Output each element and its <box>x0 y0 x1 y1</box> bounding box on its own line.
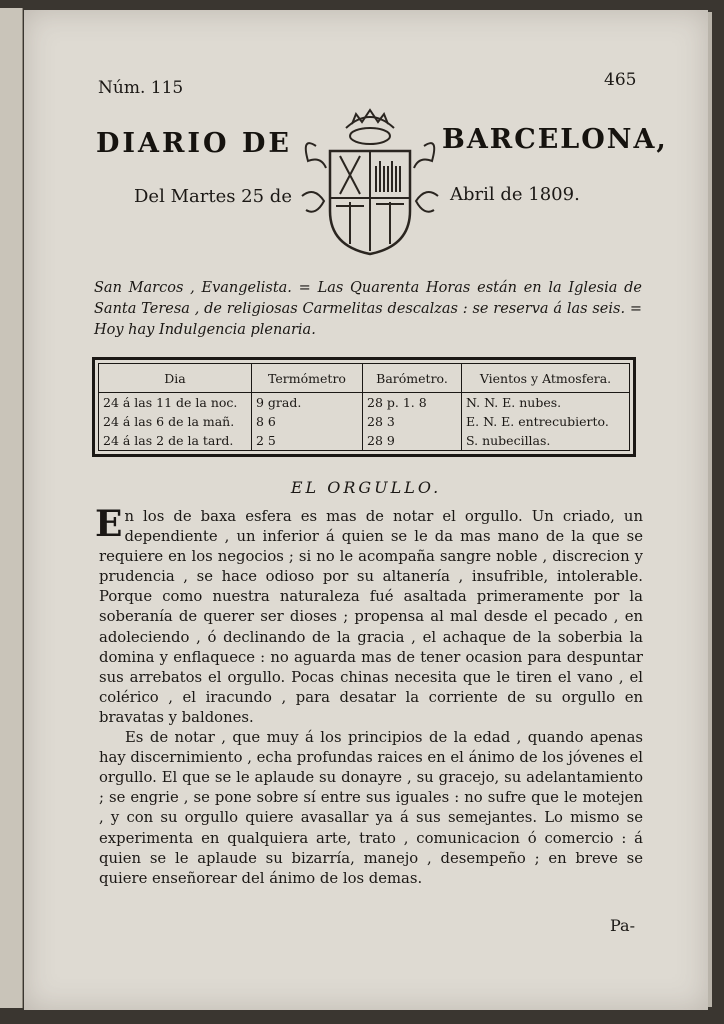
col-dia: Dia <box>99 364 252 393</box>
newspaper-page <box>24 10 708 1010</box>
coat-of-arms-icon <box>296 106 444 261</box>
table-cell: S. nubecillas. <box>466 433 551 448</box>
paragraph-1 <box>95 503 643 728</box>
table-cell: 9 grad. <box>252 393 363 413</box>
table-row <box>99 412 629 431</box>
table-cell: 24 á las 6 de la mañ. <box>99 412 252 431</box>
col-termometro: Termómetro <box>252 364 363 393</box>
table-cell: 24 á las 11 de la noc. <box>99 393 252 413</box>
table-header-row <box>99 364 629 393</box>
col-barometro: Barómetro. <box>363 364 462 393</box>
masthead-title-right: BARCELONA, <box>442 124 668 155</box>
table-row <box>99 393 629 413</box>
paragraph-2: Es de notar , que muy á los principios de la edad , quando apenas hay discernimiento , echa profundas raices en el ánimo de los jóvenes el orgullo. El que se le aplaude su donayre , su gracejo, su adelantamiento ; se engrie , se pone sobre sí entre sus iguales : no sufre que le motejen , y con su orgullo quiere avasallar ya á sus semejantes. Lo mismo se experimenta en qualquiera arte, trato , comunicacion ó comercio : á quien se le aplaude su bizarría, manejo , desempeño ; en breve se quiere enseñorear del ánimo de los demas. <box>99 729 643 887</box>
table-cell: 8 6 <box>252 412 363 431</box>
paragraph-1-text: n los de baxa esfera es mas de notar el orgullo. Un criado, un dependiente , un inferior á quien se le da mas mano de la que se requiere en los negocios ; si no le acompaña sangre noble , discrecion y prudencia , se hace odioso por su altanería , insufrible, intolerable. Porque como nuestra naturaleza fué asaltada primeramente por la soberanía de querer ser dioses ; propensa al mal desde el pecado , en adoleciendo , ó declinando de la gracia , el achaque de la soberbia la domina y enflaquece : no aguarda mas de tener ocasion para despuntar sus arrebatos el orgullo. Pocas chinas necesita que le tiren el vano , el colérico , el iracundo , para desatar la corriente de su orgullo en bravatas y baldones. <box>99 508 643 726</box>
weather-table-frame <box>92 357 636 457</box>
catchword: Pa- <box>610 916 635 935</box>
table-cell: 28 9 <box>363 431 462 450</box>
left-page-edge <box>0 8 23 1008</box>
table-row <box>99 431 629 450</box>
table-cell: N. N. E. nubes. <box>466 395 562 410</box>
table-cell: 2 5 <box>252 431 363 450</box>
table-cell: 28 p. 1. 8 <box>363 393 462 413</box>
section-title: EL ORGULLO. <box>290 478 442 497</box>
page-number: 465 <box>604 70 637 90</box>
article-body <box>95 503 643 889</box>
date-left: Del Martes 25 de <box>134 186 292 207</box>
col-vientos: Vientos y Atmosfera. <box>462 364 630 393</box>
weather-table <box>99 364 629 450</box>
issue-number: Núm. 115 <box>98 78 184 98</box>
table-cell: 28 3 <box>363 412 462 431</box>
table-cell: 24 á las 2 de la tard. <box>99 431 252 450</box>
drop-cap: E <box>95 503 123 545</box>
notice-text: San Marcos , Evangelista. = Las Quarenta Horas están en la Iglesia de Santa Teresa , de religiosas Carmelitas descalzas : se reserva á las seis. = Hoy hay Indulgencia plenaria. <box>94 280 642 338</box>
date-right: Abril de 1809. <box>450 184 580 205</box>
table-cell: E. N. E. entrecubierto. <box>466 414 609 429</box>
daily-notice <box>94 278 642 341</box>
masthead-title-left: DIARIO DE <box>96 128 292 159</box>
